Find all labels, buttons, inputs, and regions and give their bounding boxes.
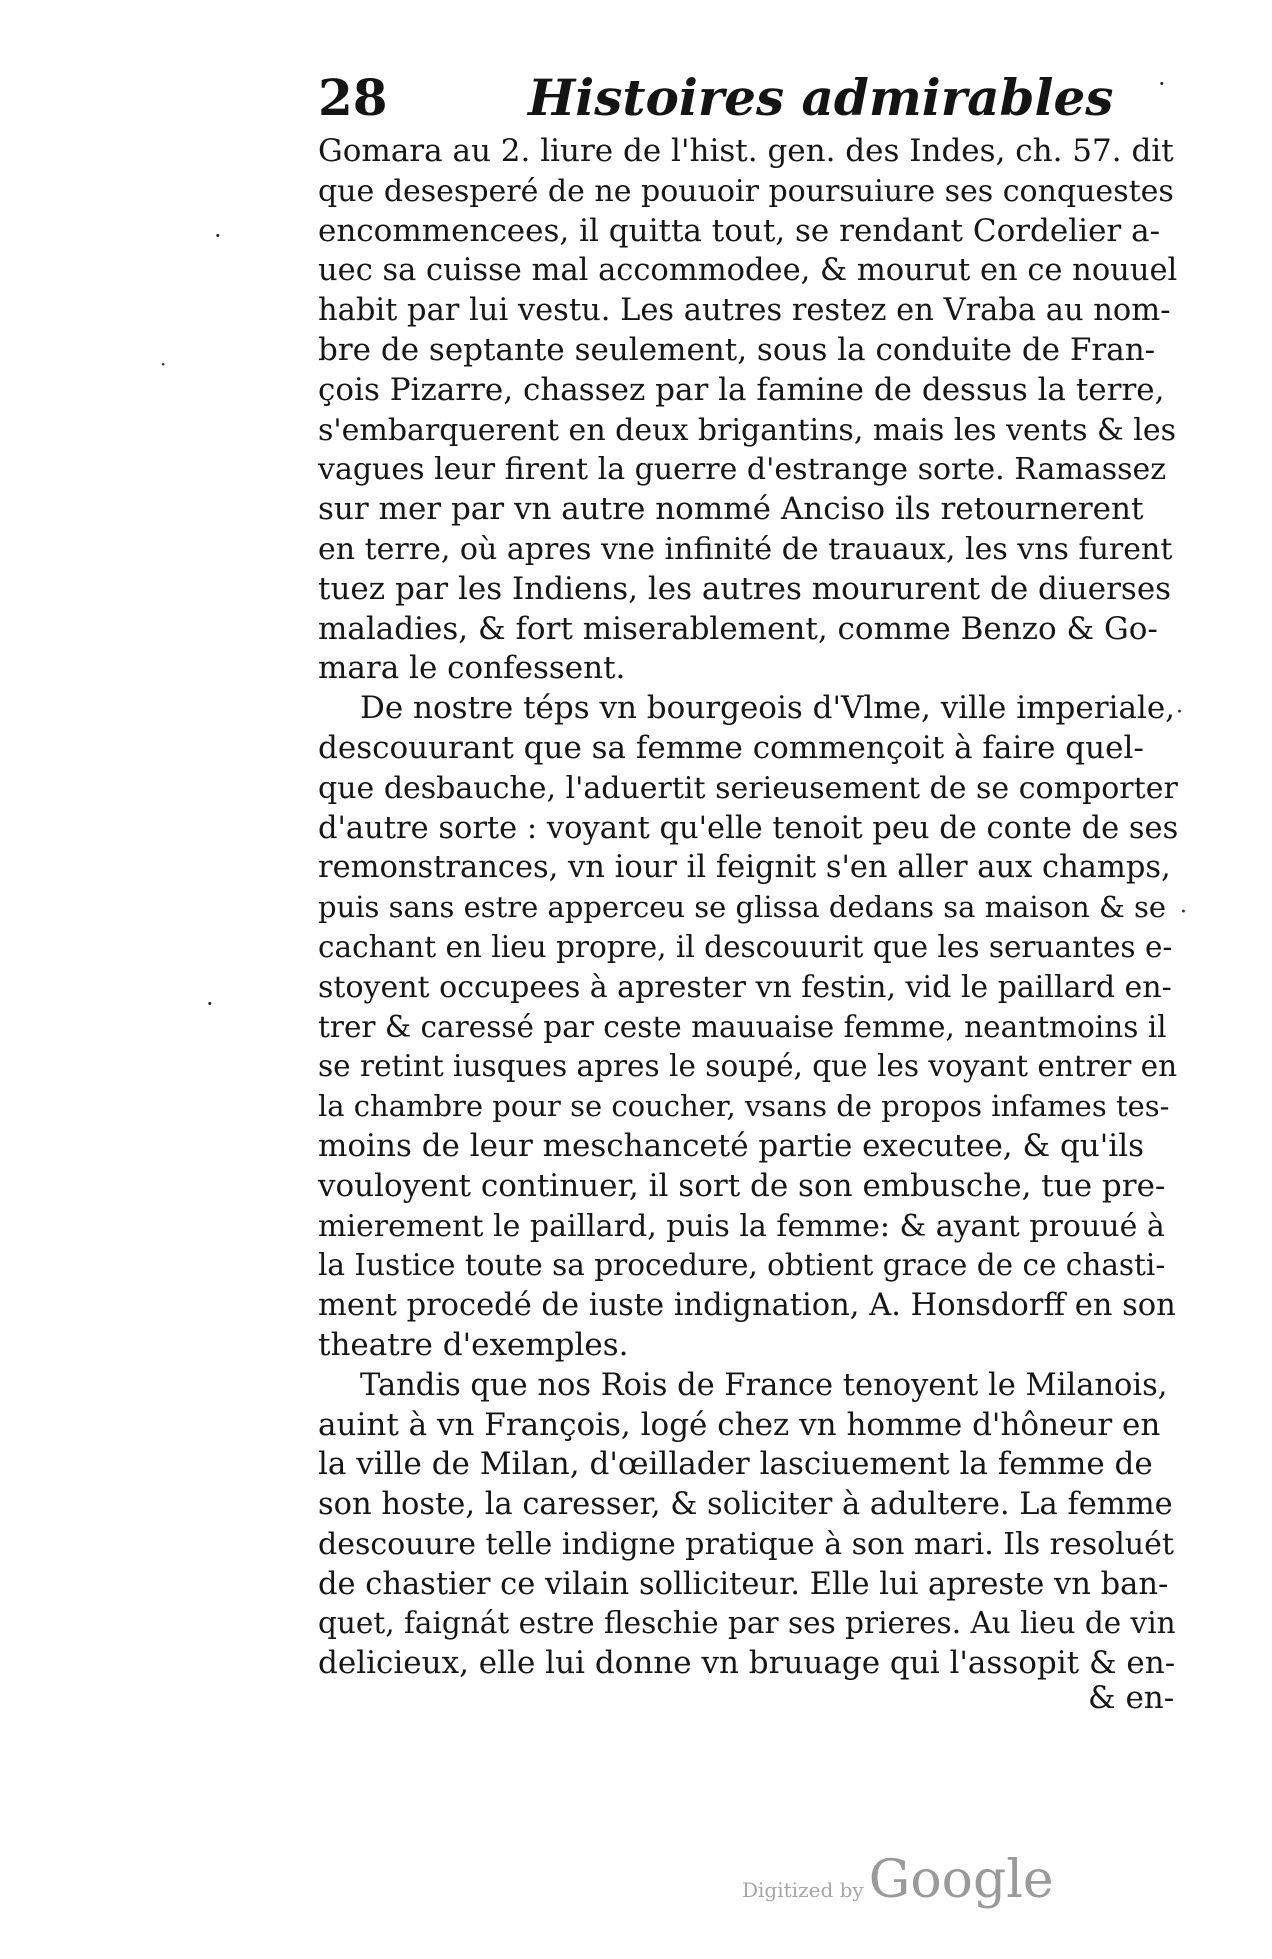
margin-dot-icon: · [160,352,167,376]
digitized-watermark [742,1850,1054,1910]
page-number: 28 [318,68,388,127]
margin-dot-icon: · [1176,700,1183,725]
text-line: delicieux, elle lui donne vn bruuage qui l'assopit & en- [318,1645,1176,1682]
text-line: descouurant que sa femme commençoit à faire quel- [318,729,1144,766]
text-line: remonstrances, vn iour il feignit s'en aller aux champs, [318,850,1171,886]
text-line: mierement le paillard, puis la femme: & ayant prouué à [318,1208,1165,1244]
text-line: vouloyent continuer, il sort de son embusche, tue pre- [318,1167,1166,1204]
text-line: bre de septante seulement, sous la conduite de Fran- [318,331,1156,368]
watermark-logo-text: Google [868,1850,1054,1910]
text-line: theatre d'exemples. [318,1326,629,1363]
text-line: encommencees, il quitta tout, se rendant Cordelier a- [318,212,1161,249]
text-line: cachant en lieu propre, il descouurit que les seruantes e- [318,929,1173,964]
text-line: moins de leur meschanceté partie executee, & qu'ils [318,1127,1145,1164]
text-line: se retint iusques apres le soupé, que les voyant entrer en [318,1049,1178,1084]
text-line: stoyent occupees à aprester vn festin, vid le paillard en- [318,969,1172,1005]
text-line: s'embarquerent en deux brigantins, mais les vents & les [318,412,1177,448]
text-line: d'autre sorte : voyant qu'elle tenoit peu de conte de ses [318,810,1179,846]
text-line: tuez par les Indiens, les autres moururent de diuerses [318,570,1172,607]
text-line: en terre, où apres vne infinité de trauaux, les vns furent [318,531,1173,567]
text-line: mara le confessent. [318,650,626,687]
body-text [318,132,1178,1684]
text-line: vagues leur firent la guerre d'estrange sorte. Ramassez [318,452,1167,488]
text-line: trer & caressé par ceste mauuaise femme, neantmoins il [318,1009,1167,1044]
text-line: sur mer par vn autre nommé Anciso ils retournerent [318,491,1144,528]
text-line: son hoste, la caresser, & soliciter à adultere. La femme [318,1487,1173,1523]
text-line: ment procedé de iuste indignation, A. Honsdorff en son [318,1288,1176,1324]
text-line: maladies, & fort miserablement, comme Benzo & Go- [318,610,1158,647]
text-line: que desbauche, l'aduertit serieusement de se comporter [318,770,1178,806]
paragraph-start: De nostre téps vn bourgeois d'Vlme, ville imperiale, [360,690,1176,727]
text-line: quet, faignát estre fleschie par ses prieres. Au lieu de vin [318,1606,1176,1641]
paragraph-start: Tandis que nos Rois de France tenoyent le Milanois, [360,1367,1168,1403]
text-line: la Iustice toute sa procedure, obtient grace de ce chasti- [318,1248,1166,1283]
page-header [318,68,1178,128]
text-line: habit par lui vestu. Les autres restez en Vraba au nom- [318,293,1171,329]
text-line: que desesperé de ne pouuoir poursuiure ses conquestes [318,173,1174,209]
margin-dot-icon: · [1180,900,1187,925]
text-line: çois Pizarre, chassez par la famine de dessus la terre, [318,371,1165,408]
text-line: Gomara au 2. liure de l'hist. gen. des Indes, ch. 57. dit [318,133,1174,169]
text-line: la chambre pour se coucher, vsans de propos infames tes- [318,1089,1170,1124]
margin-dot-icon: · [1158,70,1166,98]
text-line: auint à vn François, logé chez vn homme d'hôneur en [318,1406,1161,1443]
watermark-small-text: Digitized by [742,1878,864,1902]
running-title: Histoires admirables [528,68,1114,127]
margin-dot-icon: · [206,990,214,1018]
text-line: uec sa cuisse mal accommodee, & mourut en ce nouuel [318,253,1178,289]
text-line: descouure telle indigne pratique à son mari. Ils resoluét [318,1526,1174,1562]
text-line: la ville de Milan, d'œillader lasciuement la femme de [318,1446,1153,1483]
margin-dot-icon: · [214,222,222,250]
text-line: de chastier ce vilain solliciteur. Elle lui apreste vn ban- [318,1566,1169,1602]
text-line: puis sans estre apperceu se glissa dedans sa maison & se [318,890,1167,925]
catchword: & en- [1088,1680,1175,1716]
